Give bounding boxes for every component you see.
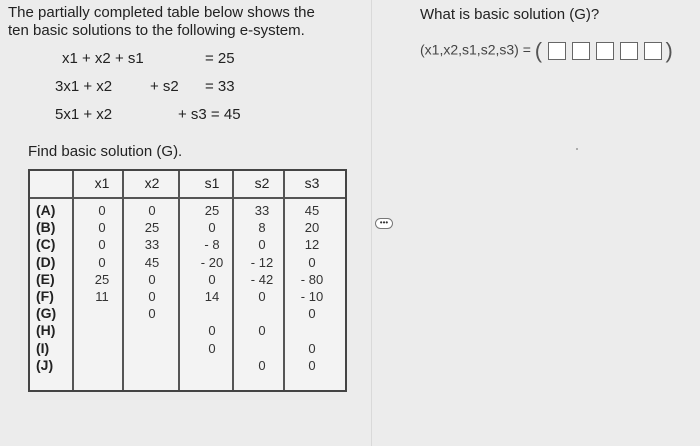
table-cell: 33 bbox=[254, 203, 270, 218]
expand-panel-button[interactable]: ••• bbox=[375, 218, 393, 229]
table-cell: 25 bbox=[144, 220, 160, 236]
table-cell: - 42 bbox=[250, 271, 274, 287]
equation-1-rhs: = 25 bbox=[205, 50, 235, 67]
answer-input-x1[interactable] bbox=[548, 42, 566, 60]
basic-solutions-table bbox=[28, 169, 347, 392]
question-panel bbox=[394, 0, 700, 446]
table-row-label: (H) bbox=[36, 322, 56, 339]
table-cell: 0 bbox=[148, 271, 156, 287]
table-column-divider bbox=[178, 171, 180, 390]
table-cell: 0 bbox=[148, 306, 156, 322]
table-cell: 45 bbox=[304, 203, 320, 218]
table-header-x2: x2 bbox=[144, 175, 160, 191]
table-cell: 0 bbox=[308, 306, 316, 322]
table-row-label: (D) bbox=[36, 253, 56, 270]
equation-2-lhs: 3x1 + x2 bbox=[55, 78, 113, 95]
table-cell: 0 bbox=[208, 271, 216, 287]
answer-label: (x1,x2,s1,s2,s3) = bbox=[420, 41, 531, 58]
table-cell: 0 bbox=[98, 220, 106, 236]
equation-2-mid: + s2 bbox=[150, 78, 179, 95]
table-cell: - 20 bbox=[200, 254, 224, 270]
table-header-divider bbox=[30, 197, 345, 199]
table-cell: 25 bbox=[94, 271, 110, 287]
table-cell: 0 bbox=[98, 237, 106, 253]
table-cell: 0 bbox=[308, 254, 316, 270]
answer-input-s3[interactable] bbox=[644, 42, 662, 60]
table-header-s1: s1 bbox=[204, 175, 220, 191]
find-instruction: Find basic solution (G). bbox=[28, 143, 183, 160]
close-paren: ) bbox=[665, 38, 673, 63]
table-row-label: (F) bbox=[36, 288, 54, 304]
problem-intro bbox=[8, 4, 315, 40]
table-row-label: (A) bbox=[36, 202, 56, 218]
table-cell: 12 bbox=[304, 237, 320, 253]
table-cell: 45 bbox=[144, 254, 160, 270]
table-cell: 0 bbox=[258, 357, 266, 373]
table-cell: 25 bbox=[204, 203, 220, 218]
table-cell: 0 bbox=[258, 237, 266, 253]
decorative-dot bbox=[576, 148, 578, 150]
intro-line-1: The partially completed table below shows the bbox=[8, 4, 315, 21]
table-row-label: (G) bbox=[36, 305, 57, 322]
table-cell: - 10 bbox=[300, 289, 324, 304]
table-header-s3: s3 bbox=[304, 175, 320, 191]
table-cell: 0 bbox=[208, 323, 216, 339]
panel-divider bbox=[371, 0, 372, 446]
table-cell: 0 bbox=[258, 289, 266, 304]
answer-input-s2[interactable] bbox=[620, 42, 638, 60]
answer-input-s1[interactable] bbox=[596, 42, 614, 60]
table-cell: - 8 bbox=[204, 237, 220, 253]
table-cell: 0 bbox=[208, 340, 216, 356]
table-cell: 11 bbox=[95, 289, 109, 304]
table-row-label: (C) bbox=[36, 236, 56, 253]
answer-input-x2[interactable] bbox=[572, 42, 590, 60]
table-cell: 0 bbox=[208, 220, 216, 236]
question-text: What is basic solution (G)? bbox=[420, 6, 600, 23]
equation-3-rhs: + s3 = 45 bbox=[178, 106, 241, 123]
equation-3-lhs: 5x1 + x2 bbox=[55, 106, 113, 123]
table-cell: 20 bbox=[304, 220, 320, 236]
table-cell: 14 bbox=[204, 289, 220, 304]
table-row-label: (I) bbox=[36, 339, 50, 356]
table-cell: 33 bbox=[144, 237, 160, 253]
table-cell: - 80 bbox=[300, 271, 324, 287]
table-cell: 0 bbox=[308, 340, 316, 356]
table-cell: 8 bbox=[258, 220, 266, 236]
table-cell: 0 bbox=[98, 254, 106, 270]
table-cell: 0 bbox=[308, 357, 316, 373]
table-row-label: (J) bbox=[36, 356, 54, 373]
table-cell: 0 bbox=[98, 203, 106, 218]
table-header-x1: x1 bbox=[94, 175, 110, 191]
table-cell: 0 bbox=[258, 323, 266, 339]
table-header-s2: s2 bbox=[254, 175, 270, 191]
open-paren: ( bbox=[534, 38, 543, 63]
table-cell: - 12 bbox=[250, 254, 274, 270]
table-row-label: (E) bbox=[36, 270, 55, 287]
table-cell: 0 bbox=[148, 203, 156, 218]
table-cell: 0 bbox=[148, 289, 156, 304]
intro-line-2: ten basic solutions to the following e-system. bbox=[8, 22, 305, 39]
table-column-divider bbox=[72, 171, 74, 390]
table-row-label: (B) bbox=[36, 219, 56, 236]
answer-line bbox=[420, 38, 673, 64]
equation-1-lhs: x1 + x2 + s1 bbox=[62, 50, 144, 67]
equation-2-rhs: = 33 bbox=[205, 78, 235, 95]
